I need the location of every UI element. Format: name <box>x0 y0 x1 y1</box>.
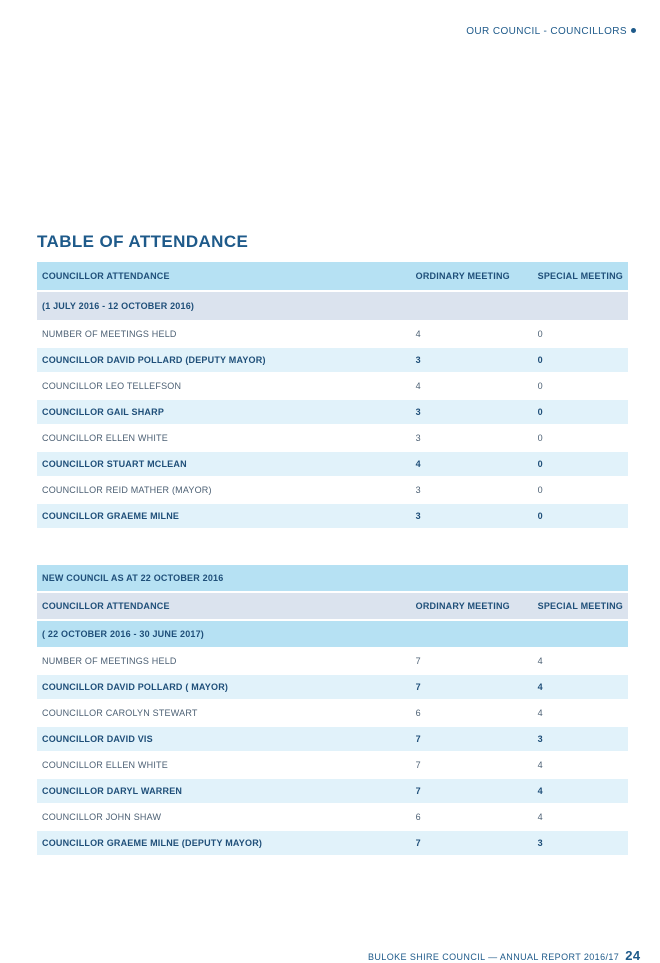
row-special: 4 <box>533 649 628 673</box>
row-name: COUNCILLOR REID MATHER (MAYOR) <box>37 478 411 502</box>
row-ordinary: 4 <box>411 452 533 476</box>
row-name: COUNCILLOR LEO TELLEFSON <box>37 374 411 398</box>
row-special: 4 <box>533 805 628 829</box>
row-ordinary: 4 <box>411 374 533 398</box>
row-ordinary: 7 <box>411 649 533 673</box>
row-name: COUNCILLOR ELLEN WHITE <box>37 426 411 450</box>
column-header-special: SPECIAL MEETING <box>533 262 628 290</box>
row-name: COUNCILLOR DAVID VIS <box>37 727 411 751</box>
table-header-row <box>37 593 628 619</box>
row-ordinary: 7 <box>411 727 533 751</box>
table-row <box>37 322 628 346</box>
table-row <box>37 374 628 398</box>
table-row <box>37 727 628 751</box>
row-ordinary: 7 <box>411 753 533 777</box>
table-row <box>37 649 628 673</box>
row-name: COUNCILLOR DARYL WARREN <box>37 779 411 803</box>
table-title: NEW COUNCIL AS AT 22 OCTOBER 2016 <box>37 565 628 591</box>
row-ordinary: 3 <box>411 348 533 372</box>
row-ordinary: 7 <box>411 675 533 699</box>
row-name: COUNCILLOR STUART MCLEAN <box>37 452 411 476</box>
row-special: 4 <box>533 753 628 777</box>
row-name: COUNCILLOR ELLEN WHITE <box>37 753 411 777</box>
row-name: COUNCILLOR DAVID POLLARD ( MAYOR) <box>37 675 411 699</box>
table-row <box>37 831 628 855</box>
row-special: 4 <box>533 701 628 725</box>
row-name: NUMBER OF MEETINGS HELD <box>37 322 411 346</box>
table-row <box>37 452 628 476</box>
row-special: 3 <box>533 831 628 855</box>
period-row <box>37 292 628 320</box>
table-row <box>37 805 628 829</box>
table-header-row <box>37 262 628 290</box>
row-ordinary: 3 <box>411 504 533 528</box>
period-label: ( 22 OCTOBER 2016 - 30 JUNE 2017) <box>37 621 628 647</box>
column-header-ordinary: ORDINARY MEETING <box>411 262 533 290</box>
page-title: TABLE OF ATTENDANCE <box>37 232 249 251</box>
column-header-attendance: COUNCILLOR ATTENDANCE <box>37 262 411 290</box>
page-number: 24 <box>625 948 641 963</box>
row-special: 0 <box>533 478 628 502</box>
row-special: 0 <box>533 452 628 476</box>
attendance-table-2016-q1 <box>37 260 628 530</box>
row-special: 0 <box>533 348 628 372</box>
row-special: 0 <box>533 504 628 528</box>
attendance-table-new-council <box>37 563 628 857</box>
column-header-attendance: COUNCILLOR ATTENDANCE <box>37 593 411 619</box>
row-ordinary: 3 <box>411 400 533 424</box>
row-name: COUNCILLOR GRAEME MILNE <box>37 504 411 528</box>
table-row <box>37 701 628 725</box>
period-row <box>37 621 628 647</box>
row-special: 0 <box>533 374 628 398</box>
row-ordinary: 3 <box>411 478 533 502</box>
row-special: 3 <box>533 727 628 751</box>
page-footer <box>368 948 640 963</box>
row-special: 0 <box>533 400 628 424</box>
table-row <box>37 348 628 372</box>
row-name: COUNCILLOR GRAEME MILNE (DEPUTY MAYOR) <box>37 831 411 855</box>
table-row <box>37 753 628 777</box>
table-row <box>37 478 628 502</box>
row-ordinary: 6 <box>411 701 533 725</box>
running-header <box>466 26 636 37</box>
table-row <box>37 675 628 699</box>
running-header-text: OUR COUNCIL - COUNCILLORS <box>466 26 627 37</box>
row-name: COUNCILLOR JOHN SHAW <box>37 805 411 829</box>
row-ordinary: 7 <box>411 831 533 855</box>
row-special: 0 <box>533 426 628 450</box>
row-name: COUNCILLOR DAVID POLLARD (DEPUTY MAYOR) <box>37 348 411 372</box>
period-label: (1 JULY 2016 - 12 OCTOBER 2016) <box>37 292 628 320</box>
row-ordinary: 6 <box>411 805 533 829</box>
row-special: 4 <box>533 675 628 699</box>
row-special: 0 <box>533 322 628 346</box>
column-header-ordinary: ORDINARY MEETING <box>411 593 533 619</box>
row-name: COUNCILLOR GAIL SHARP <box>37 400 411 424</box>
table-row <box>37 504 628 528</box>
row-special: 4 <box>533 779 628 803</box>
row-name: NUMBER OF MEETINGS HELD <box>37 649 411 673</box>
bullet-dot-icon <box>631 28 636 33</box>
table-row <box>37 426 628 450</box>
footer-text: BULOKE SHIRE COUNCIL — ANNUAL REPORT 2016/17 <box>368 952 620 962</box>
row-name: COUNCILLOR CAROLYN STEWART <box>37 701 411 725</box>
row-ordinary: 3 <box>411 426 533 450</box>
table-title-row <box>37 565 628 591</box>
row-ordinary: 7 <box>411 779 533 803</box>
row-ordinary: 4 <box>411 322 533 346</box>
table-row <box>37 779 628 803</box>
column-header-special: SPECIAL MEETING <box>533 593 628 619</box>
table-row <box>37 400 628 424</box>
